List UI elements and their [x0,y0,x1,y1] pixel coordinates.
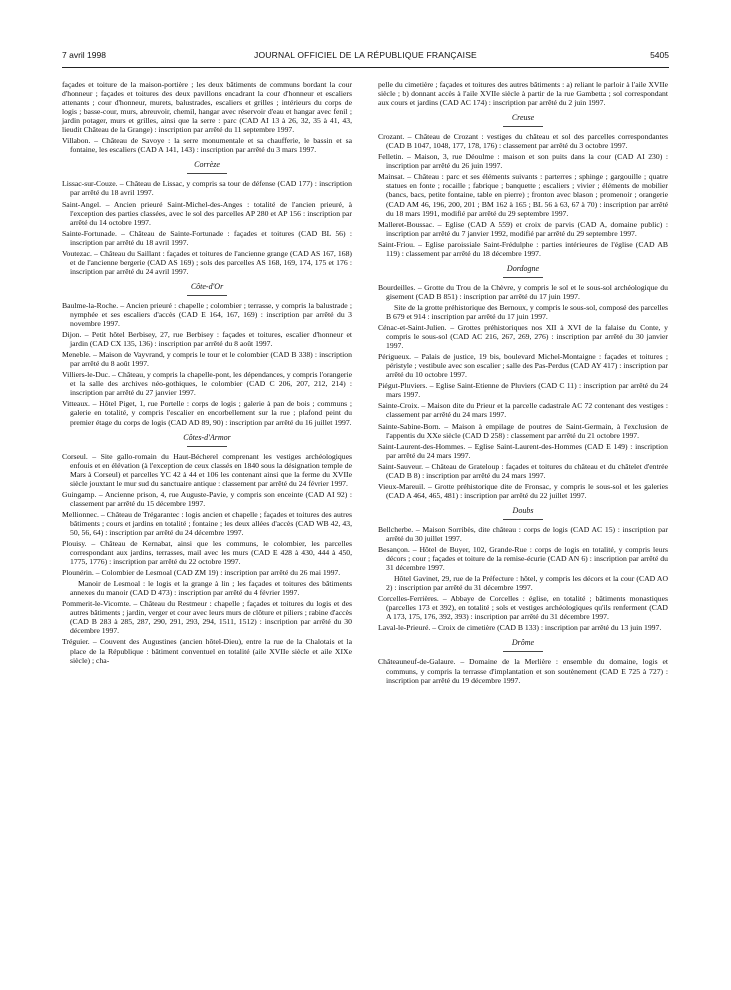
department-name: Dordogne [506,263,540,273]
monument-entry: Malleret-Boussac. – Eglise (CAD A 559) et croix de parvis (CAD A, domaine public) : inscription par arrêté du 7 janvier 1992, modifié par arrêté du 29 septembre 1997. [378,219,668,238]
department-heading [378,638,668,652]
monument-entry: Meneble. – Maison de Vayvrand, y compris le tour et le colombier (CAD B 338) : inscription par arrêté du 8 août 1997. [62,350,352,369]
monument-entry: Bellcherbe. – Maison Sorribès, dite château : corps de logis (CAD AC 15) : inscription par arrêté du 30 juillet 1997. [378,524,668,543]
monument-entry: Piégut-Pluviers. – Eglise Saint-Etienne de Pluviers (CAD C 11) : inscription par arrêté du 24 mars 1997. [378,381,668,400]
monument-entry: Lissac-sur-Couze. – Château de Lissac, y compris sa tour de défense (CAD 177) : inscription par arrêté du 18 avril 1997. [62,179,352,198]
monument-sub-entry: Site de la grotte préhistorique des Bernoux, y compris le sous-sol, composé des parcelles B 679 et 914 : inscription par arrêté du 17 juin 1997. [386,302,668,321]
monument-entry: Saint-Sauveur. – Château de Grateloup : façades et toitures du château et du châtelet d'entrée (CAD B 8) : inscription par arrêté du 24 mars 1997. [378,461,668,480]
heading-rule [503,277,543,278]
monument-entry: Châteauneuf-de-Galaure. – Domaine de la Merlière : ensemble du domaine, logis et communs, y compris la terrasse d'implantation et son soutènement (CAD E 725 à 727) : inscription par arrêté du 19 décembre 1997. [378,657,668,685]
department-name: Drôme [511,638,535,648]
monument-entry: Corcelles-Ferrières. – Abbaye de Corcelles : église, en totalité ; bâtiments monastiques (parcelles 173 et 392), en totalité ; sols et vestiges archéologiques qu'ils renferment (CAD A 173, 175, 176, 392, 393) : inscription par arrêté du 31 décembre 1997. [378,594,668,622]
department-name: Corrèze [194,160,220,170]
page-header [62,50,669,64]
page-number: 5405 [650,50,669,60]
department-name: Côte-d'Or [190,281,224,291]
monument-entry: Pommerit-le-Vicomte. – Château du Restmeur : chapelle ; façades et toitures du logis et des autres bâtiments ; jardin, verger et cour avec leurs murs de clôture et piliers ; rabine d'accès (CAD B 283 à 285, 287, 290, 291, 293, 294, 1511, 1512) : inscription par arrêté du 30 décembre 1997. [62,599,352,636]
department-name: Doubs [512,505,534,515]
heading-rule [187,295,227,296]
department-name: Côtes-d'Armor [183,432,231,442]
monument-sub-entry: Hôtel Gavinet, 29, rue de la Préfecture : hôtel, y compris les décors et la cour (CAD AO 2) : inscription par arrêté du 31 décembre 1997. [386,574,668,593]
monument-entry: Felletin. – Maison, 3, rue Déoulme : maison et son puits dans la cour (CAD AI 230) : inscription par arrêté du 26 juin 1997. [378,152,668,171]
department-heading [62,433,352,447]
monument-entry: Dijon. – Petit hôtel Berbisey, 27, rue Berbisey : façades et toitures, escalier d'honneur et jardin (CAD CX 135, 136) : inscription par arrêté du 8 août 1997. [62,330,352,349]
monument-entry: Vitteaux. – Hôtel Piget, 1, rue Portelle : corps de logis ; galerie à pan de bois ; communs ; galerie en totalité, y compris l'escalier en encorbellement sur la rue ; plafond peint du premier étage du corps de logis (CAD AD 89, 90) : inscription par arrêté du 16 juillet 1997. [62,399,352,427]
monument-entry: Cénac-et-Saint-Julien. – Grottes préhistoriques nos XII à XVI de la falaise du Conte, y compris le sous-sol (CAD AC 216, 267, 269, 276) : inscription par arrêté du 30 janvier 1997. [378,323,668,351]
department-heading [378,506,668,520]
monument-entry: Saint-Angel. – Ancien prieuré Saint-Michel-des-Anges : totalité de l'ancien prieuré, à l'exception des parties classées, avec le sol des parcelles AP 280 et AP 156 : inscription par arrêté du 14 octobre 1997. [62,199,352,227]
monument-entry: Besançon. – Hôtel de Buyer, 102, Grande-Rue : corps de logis en totalité, y compris leurs décors ; cour ; façades et toiture de la remise-écurie (CAD AN 6) : inscription par arrêté du 31 décembre 1997. [378,545,668,573]
monument-entry: Crozant. – Château de Crozant : vestiges du château et sol des parcelles correspondantes (CAD B 1047, 1048, 177, 178, 176) : classement par arrêté du 3 octobre 1997. [378,132,668,151]
monument-entry: Saint-Friou. – Eglise paroissiale Saint-Frédulphe : parties intérieures de l'église (CAD AB 119) : classement par arrêté du 18 décembre 1997. [378,239,668,258]
issue-date: 7 avril 1998 [62,50,106,60]
left-column [62,80,352,667]
monument-entry: Mainsat. – Château : parc et ses éléments suivants : parterres ; sphinge ; gargouille ; quatre statues en fonte ; rocaille ; fabrique ; banquette ; escaliers ; vivier ; éléments de mobilier (bancs, bacs, petite fontaine, table en pierre) ; fronton avec blason ; promenoir ; orangerie (CAD AM 46, 196, 200, 201 ; BM 162 à 165 ; BL 56 à 63, 67 à 70) : inscription par arrêté du 18 mars 1991, modifié par arrêté du 29 septembre 1997. [378,172,668,218]
department-heading [62,160,352,174]
monument-entry: Sainte-Croix. – Maison dite du Prieur et la parcelle cadastrale AC 72 contenant des vestiges : classement par arrêté du 24 mars 1997. [378,401,668,420]
heading-rule [503,126,543,127]
monument-entry: Voutezac. – Château du Saillant : façades et toitures de l'ancienne grange (CAD AS 167, 168) et de l'ancienne bergerie (CAD AS 169) ; sols des parcelles AS 168, 169, 174, 175 et 176 : inscription par arrêté du 24 avril 1997. [62,248,352,276]
entry-text: façades et toiture de la maison-portière ; les deux bâtiments de communs bordant la cour d'honneur ; façades et toitures des deux pavillons encadrant la cour d'honneur et escaliers attenants ; cour d'honneur, murets, balustrades, escaliers et grilles ; intérieurs du corps de logis ; basse-cour, murs, abreuvoir, chemil, hangar avec réservoir d'eau et hangar avec fenil ; jardin potager, murs et grilles, ainsi que la serre : parc (CAD AI 13 à 26, 32, 35 à 41, 43, lieudit Château de la Grange) : inscription par arrêté du 11 septembre 1997. [62,80,352,135]
journal-title: JOURNAL OFFICIEL DE LA RÉPUBLIQUE FRANÇAISE [254,50,477,60]
right-column [378,80,668,687]
entry-text: pelle du cimetière ; façades et toitures des autres bâtiments : a) reliant le parloir à l'aile XVIIe siècle ; b) donnant accès à l'aile XVIIe siècle à partir de la rue Gambetta ; sol correspondant aux cours et jardins (CAD AC 174) : inscription par arrêté du 2 juin 1997. [378,80,668,108]
department-heading [62,282,352,296]
heading-rule [503,519,543,520]
heading-rule [503,651,543,652]
department-heading [378,113,668,127]
department-name: Creuse [511,113,535,123]
monument-entry: Baulme-la-Roche. – Ancien prieuré : chapelle ; colombier ; terrasse, y compris la balustrade ; nymphée et ses escaliers d'accès (CAD E 164, 167, 169) : inscription par arrêté du 3 novembre 1997. [62,300,352,329]
heading-rule [187,173,227,174]
monument-entry: Mellionnec. – Château de Trégarantec : logis ancien et chapelle ; façades et toitures des autres bâtiments ; cours et jardins en totalité ; fontaine ; les deux allées d'accès (CAD WB 42, 43, 50, 56, 64) : inscription par arrêté du 24 décembre 1997. [62,509,352,537]
monument-entry: Bourdeilles. – Grotte du Trou de la Chèvre, y compris le sol et le sous-sol archéologique du gisement (CAD B 851) : inscription par arrêté du 17 juin 1997. [378,282,668,301]
monument-entry: Plounérin. – Colombier de Lesmoal (CAD ZM 19) : inscription par arrêté du 26 mai 1997. [62,568,341,578]
monument-entry: Guingamp. – Ancienne prison, 4, rue Auguste-Pavie, y compris son enceinte (CAD AI 92) : classement par arrêté du 15 décembre 1997. [62,489,352,508]
department-heading [378,264,668,278]
monument-entry: Périgueux. – Palais de justice, 19 bis, boulevard Michel-Montaigne : façades et toitures ; péristyle ; vestibule avec son escalier ; salle des Pas-Perdus (CAD AY 417) : inscription par arrêté du 10 octobre 1997. [378,352,668,380]
monument-entry: Sainte-Fortunade. – Château de Sainte-Fortunade : façades et toitures (CAD BL 56) : inscription par arrêté du 18 avril 1997. [62,228,352,247]
monument-entry: Sainte-Sabine-Born. – Maison à empilage de poutres de Saint-Germain, à l'exclusion de l'appentis du XXe siècle (CAD D 258) : classement par arrêté du 21 octobre 1997. [378,421,668,440]
monument-entry: Saint-Laurent-des-Hommes. – Eglise Saint-Laurent-des-Hommes (CAD E 149) : inscription par arrêté du 24 mars 1997. [378,441,668,460]
monument-entry: Plouisy. – Château de Kernabat, ainsi que les communs, le colombier, les parcelles correspondant aux jardins, terrasses, mail avec les murs (CAD E 428 à 430, 444 à 450, 1775, 1776) : inscription par arrêté du 22 octobre 1997. [62,539,352,567]
monument-entry: Tréguier. – Couvent des Augustines (ancien hôtel-Dieu), entre la rue de la Chalotais et la place de la République : bâtiment conventuel en totalité (aile XVIIe siècle et aile XIXe siècle) ; cha- [62,637,352,665]
heading-rule [187,446,227,447]
header-rule [62,67,669,68]
monument-entry: Vieux-Mareuil. – Grotte préhistorique dite de Fronsac, y compris le sous-sol et les galeries (CAD A 464, 465, 481) : inscription par arrêté du 22 juillet 1997. [378,481,668,500]
monument-entry: Laval-le-Prieuré. – Croix de cimetière (CAD B 133) : inscription par arrêté du 13 juin 1997. [378,623,662,633]
monument-entry: Villiers-le-Duc. – Château, y compris la chapelle-pont, les dépendances, y compris l'orangerie et la salle des archives néo-gothiques, le colombier (CAD C 206, 207, 212, 214) : inscription par arrêté du 27 janvier 1997. [62,370,352,398]
monument-entry: Corseul. – Site gallo-romain du Haut-Bécherel comprenant les vestiges archéologiques enfouis et en élévation (à l'exception de ceux classés en 1840 sous la désignation temple de Mars à Corseul) et parcelles YC 42 à 44 et 106 les contenant ainsi que la ferme du XVIIe siècle jouxtant le mur sud du sanctuaire antique : classement par arrêté du 24 février 1997. [62,451,352,488]
monument-sub-entry: Manoir de Lesmoal : le logis et la grange à lin ; les façades et toitures des bâtiments annexes du manoir (CAD D 473) : inscription par arrêté du 4 février 1997. [70,579,352,598]
entry-text: Villabon. – Château de Savoye : la serre monumentale et sa chaufferie, le bassin et sa fontaine, les escaliers (CAD A 141, 143) : inscription par arrêté du 3 mars 1997. [62,136,352,155]
